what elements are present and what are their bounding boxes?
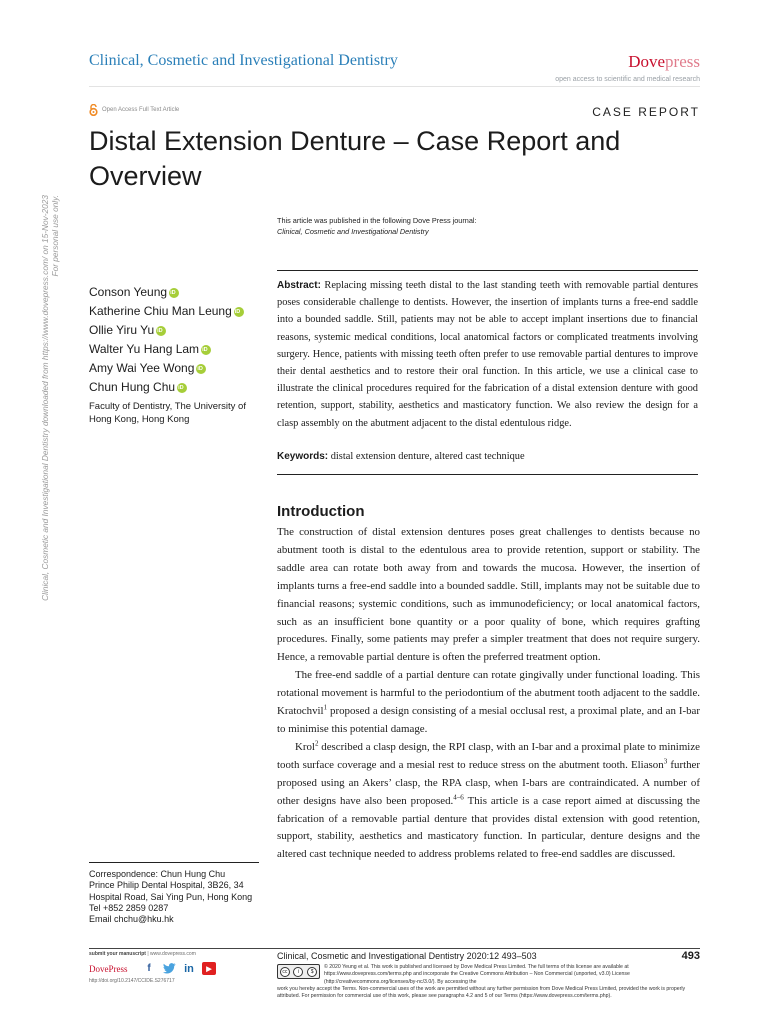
license-text: © 2020 Yeung et al. This work is published and licensed by Dove Medical Press Limited. The full terms of this license are available at https://www.dovepress.com/terms.php and incorporate the Creative Commons Attribution – Non Commercial (unported, v3.0) License (http://creativecommons.org/licenses/by-nc/3.0/). By accessing the xyxy=(324,964,630,985)
orcid-icon[interactable] xyxy=(201,345,211,355)
paragraph-text: Krol xyxy=(295,740,315,753)
keywords-text: distal extension denture, altered cast technique xyxy=(328,451,525,462)
doi-link[interactable]: http://doi.org/10.2147/CCIDE.S276717 xyxy=(89,978,175,984)
citation-ref[interactable]: 3 xyxy=(663,757,668,766)
citation-ref[interactable]: 2 xyxy=(314,739,319,748)
keywords xyxy=(277,451,698,462)
twitter-icon[interactable] xyxy=(162,962,176,975)
author xyxy=(89,359,269,378)
footer-divider xyxy=(89,948,700,949)
author-list xyxy=(89,283,269,397)
creative-commons-badge[interactable] xyxy=(277,964,320,979)
abstract-top-rule xyxy=(277,270,698,271)
article-title: Distal Extension Denture – Case Report and Overview xyxy=(89,126,621,191)
watermark-line: Clinical, Cosmetic and Investigational Dentistry downloaded from https://www.dovepress.com/ on 15-Nov-2023 xyxy=(40,195,50,601)
paragraph-text: The free-end saddle of a partial denture can rotate gingivally under functional loading. This rotational movement is harmful to the periodontium of the abutment tooth adjacent to the saddle. Kratochvil xyxy=(277,669,700,718)
paragraph: The construction of distal extension dentures poses great challenges to dentists because no abutment tooth is distal to the edentulous area to provide retention, support or stability. The saddle area can rotate both away from and towards the mucosa. However, the insertion of implants turns a free-end saddle into a bounded saddle. Still, implants may not be suitable due to financial reasons; systemic conditions, such as immunodeficiency; or local anatomical factors, such as an insufficient bone quantity or a poor quality of bone, which requires grafting procedures. Finally, some patients may prefer a simpler treatment that does not require surgery. Hence, a removable partial denture is often the preferred treatment option. xyxy=(277,526,700,664)
paragraph-text: This article is a case report aimed at discussing the fabrication of a removable partial denture that provides distal extension with good retention, support, stability, aesthetics and masticatory function. In particular, denture designs and the altered cast technique needed to address problems related to free-end saddles are discussed. xyxy=(277,794,700,861)
open-access-lock-icon xyxy=(89,104,98,116)
footer-citation: Clinical, Cosmetic and Investigational Dentistry 2020:12 493–503 xyxy=(277,951,537,961)
author xyxy=(89,340,269,359)
facebook-icon[interactable]: f xyxy=(147,963,151,974)
header-divider xyxy=(89,86,700,87)
paragraph-text: further proposed using an Akers’ clasp, the RPA clasp, when I-bars are contraindicated. A number of other designs have also been proposed. xyxy=(277,758,701,807)
author-name[interactable]: Conson Yeung xyxy=(89,285,168,299)
correspondence-line: Prince Philip Dental Hospital, 3B26, 34 xyxy=(89,880,244,891)
correspondence xyxy=(89,869,269,925)
publisher-name-b: press xyxy=(665,52,700,71)
open-access-badge xyxy=(89,104,179,116)
author-name[interactable]: Amy Wai Yee Wong xyxy=(89,361,195,375)
linkedin-icon[interactable]: in xyxy=(184,962,194,975)
journal-name[interactable]: Clinical, Cosmetic and Investigational Dentistry xyxy=(89,52,398,69)
author-name[interactable]: Katherine Chiu Man Leung xyxy=(89,304,232,318)
author xyxy=(89,378,269,397)
paragraph xyxy=(277,667,700,739)
author-name[interactable]: Walter Yu Hang Lam xyxy=(89,342,200,356)
abstract-text: Replacing missing teeth distal to the last standing teeth with removable partial dentures poses considerable challenge to dentists. However, the insertion of implants turns a free-end saddle into a bounded saddle. Still, patients may not be able to accept implant insertions due to financial reasons, systemic medical conditions, local anatomical factors or complicated treatments involving surgery. Hence, patients with missing teeth often prefer to use removable partial dentures to improve their dental aesthetics and to restore their oral function. In this article, we use a clinical case to illustrate the clinical procedures required for the fabrication of a distal extension denture with good retention, support, stability, aesthetics and masticatory function. We also review the design for a clasp assembly on the abutment adjacent to the distal edentulous ridge. xyxy=(277,280,698,429)
publication-note-journal[interactable]: Clinical, Cosmetic and Investigational Dentistry xyxy=(277,227,429,236)
paragraph-text: described a clasp design, the RPI clasp, with an I-bar and a proximal plate to minimize tooth surface coverage and a mesial rest to reduce stress on the abutment tooth. Eliason xyxy=(277,740,700,771)
author xyxy=(89,283,269,302)
publisher-name-a: Dove xyxy=(628,52,666,71)
affiliation: Faculty of Dentistry, The University of Hong Kong, Hong Kong xyxy=(89,401,246,425)
orcid-icon[interactable] xyxy=(169,288,179,298)
paragraph-text: proposed a design consisting of a mesial occlusal rest, a proximal plate, and an I-bar to minimise this potential damage. xyxy=(277,705,700,735)
section-heading-introduction: Introduction xyxy=(277,503,365,520)
publisher-logo[interactable] xyxy=(628,52,700,72)
orcid-icon[interactable] xyxy=(196,364,206,374)
introduction-body xyxy=(277,524,700,864)
paragraph xyxy=(277,739,700,864)
publisher-tagline: open access to scientific and medical research xyxy=(555,76,700,83)
publication-note xyxy=(277,215,477,237)
correspondence-line: Hospital Road, Sai Ying Pun, Hong Kong xyxy=(89,891,253,902)
open-access-label: Open Access Full Text Article xyxy=(102,107,180,113)
correspondence-email[interactable]: Email chchu@hku.hk xyxy=(89,914,174,925)
youtube-icon[interactable]: ▶ xyxy=(202,962,216,975)
license-text-continued: work you hereby accept the Terms. Non-commercial uses of the work are permitted without any further permission from Dove Medical Press Limited, provided the work is properly attributed. For permission for commercial use of this work, please see paragraphs 4.2 and 5 of our Terms (https://www.dovepress.com/terms.php). xyxy=(277,986,686,1000)
author xyxy=(89,321,269,340)
author-name[interactable]: Chun Hung Chu xyxy=(89,380,176,394)
publication-note-text: This article was published in the following Dove Press journal: xyxy=(277,216,477,225)
nc-icon: $ xyxy=(307,967,317,977)
orcid-icon[interactable] xyxy=(234,307,244,317)
submit-manuscript-link[interactable] xyxy=(89,951,196,957)
abstract-label: Abstract: xyxy=(277,280,321,291)
keywords-label: Keywords: xyxy=(277,451,329,462)
citation-ref[interactable]: 4–6 xyxy=(453,792,464,801)
download-watermark xyxy=(40,195,60,665)
cc-icon: cc xyxy=(280,967,290,977)
page-number: 493 xyxy=(681,950,700,962)
author xyxy=(89,302,269,321)
orcid-icon[interactable] xyxy=(156,326,166,336)
submit-label: submit your manuscript xyxy=(89,951,146,957)
watermark-line: For personal use only. xyxy=(50,195,60,277)
abstract-bottom-rule xyxy=(277,474,698,475)
abstract xyxy=(277,277,698,432)
by-icon: i xyxy=(293,967,303,977)
author-name[interactable]: Ollie Yiru Yu xyxy=(89,323,155,337)
correspondence-divider xyxy=(89,862,259,863)
submit-url: | www.dovepress.com xyxy=(145,951,196,957)
dovepress-footer-logo[interactable]: DovePress xyxy=(89,964,128,974)
orcid-icon[interactable] xyxy=(177,383,187,393)
citation-ref[interactable]: 1 xyxy=(323,703,328,712)
article-type: CASE REPORT xyxy=(592,105,700,119)
social-links xyxy=(142,962,216,975)
correspondence-line: Tel +852 2859 0287 xyxy=(89,902,169,913)
correspondence-line: Correspondence: Chun Hung Chu xyxy=(89,869,226,879)
